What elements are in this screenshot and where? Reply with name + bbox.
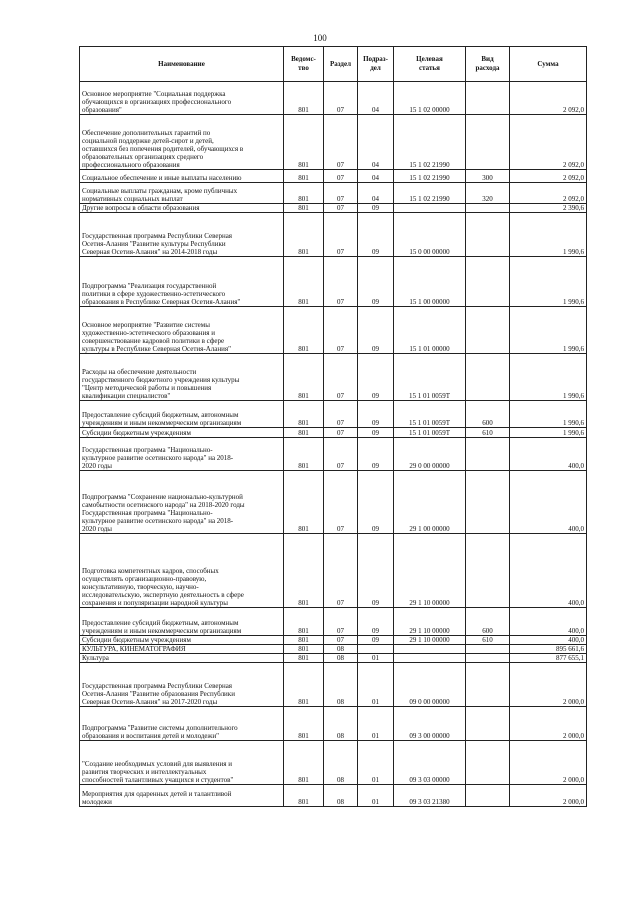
cell-razdel: 08	[324, 654, 358, 663]
cell-target: 15 1 01 0059Т	[394, 354, 466, 401]
cell-podrazdel	[358, 645, 394, 654]
cell-sum: 1 990,6	[510, 428, 587, 438]
cell-type: 320	[466, 183, 510, 204]
table-row	[80, 170, 587, 183]
cell-type	[466, 707, 510, 741]
table-row	[80, 115, 587, 170]
header-name: Наименование	[80, 47, 284, 82]
cell-type: 300	[466, 170, 510, 183]
cell-sum: 895 661,6	[510, 645, 587, 654]
cell-target: 15 1 02 21990	[394, 183, 466, 204]
cell-podrazdel: 09	[358, 534, 394, 608]
cell-target: 15 1 02 00000	[394, 82, 466, 115]
cell-podrazdel: 01	[358, 663, 394, 707]
table-row	[80, 307, 587, 354]
cell-sum: 2 000,0	[510, 707, 587, 741]
cell-target	[394, 204, 466, 213]
cell-type	[466, 785, 510, 807]
cell-sum: 2 390,6	[510, 204, 587, 213]
header-sum: Сумма	[510, 47, 587, 82]
cell-podrazdel: 09	[358, 428, 394, 438]
cell-name: Социальные выплаты гражданам, кроме публичных нормативных социальных выплат	[80, 183, 284, 204]
cell-podrazdel: 04	[358, 170, 394, 183]
cell-type	[466, 471, 510, 534]
table-row	[80, 785, 587, 807]
cell-podrazdel: 01	[358, 741, 394, 785]
cell-ved: 801	[284, 438, 324, 471]
cell-ved: 801	[284, 82, 324, 115]
cell-name: Основное мероприятие "Социальная поддержка обучающихся в организациях профессионального образования"	[80, 82, 284, 115]
cell-razdel: 07	[324, 204, 358, 213]
cell-type	[466, 663, 510, 707]
cell-target: 09 0 00 00000	[394, 663, 466, 707]
cell-sum: 400,0	[510, 534, 587, 608]
table-row	[80, 663, 587, 707]
cell-ved: 801	[284, 204, 324, 213]
cell-sum: 400,0	[510, 608, 587, 636]
cell-razdel: 07	[324, 307, 358, 354]
cell-podrazdel: 04	[358, 115, 394, 170]
cell-target: 15 1 01 0059Т	[394, 428, 466, 438]
page-number: 100	[313, 33, 327, 43]
cell-razdel: 08	[324, 663, 358, 707]
cell-razdel: 08	[324, 645, 358, 654]
cell-razdel: 07	[324, 354, 358, 401]
table-row	[80, 213, 587, 257]
cell-target: 15 1 01 0059Т	[394, 401, 466, 428]
budget-table	[79, 46, 587, 807]
cell-sum: 1 990,6	[510, 401, 587, 428]
cell-name: Подпрограмма "Развитие системы дополнительного образования и воспитания детей и молодежи"	[80, 707, 284, 741]
cell-sum: 1 990,6	[510, 213, 587, 257]
cell-name: Мероприятия для одаренных детей и талантливой молодежи	[80, 785, 284, 807]
cell-sum: 2 092,0	[510, 183, 587, 204]
table-row	[80, 183, 587, 204]
cell-podrazdel: 09	[358, 438, 394, 471]
cell-name: Подпрограмма "Реализация государственной политики в сфере художественно-эстетического образования в Республике Северная Осетия-Алания"	[80, 257, 284, 307]
cell-sum: 2 092,0	[510, 170, 587, 183]
cell-name: Государственная программа Республики Северная Осетия-Алания "Развитие культуры Республики Северная Осетия-Алания" на 2014-2018 годы	[80, 213, 284, 257]
cell-target: 29 1 10 00000	[394, 636, 466, 645]
header-razdel: Раздел	[324, 47, 358, 82]
cell-razdel: 07	[324, 257, 358, 307]
cell-podrazdel: 09	[358, 204, 394, 213]
cell-podrazdel: 09	[358, 213, 394, 257]
cell-target: 15 1 02 21990	[394, 115, 466, 170]
cell-name: Социальное обеспечение и иные выплаты населению	[80, 170, 284, 183]
cell-podrazdel: 09	[358, 354, 394, 401]
cell-type: 610	[466, 428, 510, 438]
cell-name: Предоставление субсидий бюджетным, автономным учреждениям и иным некоммерческим организациям	[80, 401, 284, 428]
cell-type	[466, 354, 510, 401]
header-ved: Ведомс- тво	[284, 47, 324, 82]
cell-podrazdel: 04	[358, 183, 394, 204]
table-row	[80, 608, 587, 636]
cell-ved: 801	[284, 354, 324, 401]
cell-ved: 801	[284, 636, 324, 645]
cell-razdel: 07	[324, 534, 358, 608]
cell-ved: 801	[284, 654, 324, 663]
cell-podrazdel: 01	[358, 654, 394, 663]
cell-sum: 1 990,6	[510, 307, 587, 354]
cell-name: Субсидии бюджетным учреждениям	[80, 636, 284, 645]
table-row	[80, 438, 587, 471]
cell-razdel: 07	[324, 401, 358, 428]
cell-razdel: 07	[324, 183, 358, 204]
cell-name: Подпрограмма "Сохранение национально-культурной самобытности осетинского народа" на 2018-2020 годы Государственная программа "Национально- культурное развитие осетинского народа" на 2018- 2020 годы	[80, 471, 284, 534]
cell-target: 15 1 01 00000	[394, 307, 466, 354]
cell-target: 15 1 02 21990	[394, 170, 466, 183]
cell-ved: 801	[284, 608, 324, 636]
cell-ved: 801	[284, 785, 324, 807]
cell-target	[394, 654, 466, 663]
cell-ved: 801	[284, 471, 324, 534]
cell-name: Культура	[80, 654, 284, 663]
cell-razdel: 08	[324, 707, 358, 741]
cell-type: 600	[466, 401, 510, 428]
cell-type	[466, 534, 510, 608]
cell-target: 09 3 03 00000	[394, 741, 466, 785]
cell-sum: 2 092,0	[510, 82, 587, 115]
table-row	[80, 82, 587, 115]
cell-podrazdel: 01	[358, 785, 394, 807]
cell-podrazdel: 09	[358, 307, 394, 354]
cell-ved: 801	[284, 183, 324, 204]
cell-sum: 2 092,0	[510, 115, 587, 170]
cell-ved: 801	[284, 534, 324, 608]
table-row	[80, 428, 587, 438]
cell-target: 15 0 00 00000	[394, 213, 466, 257]
cell-name: Предоставление субсидий бюджетным, автономным учреждениям и иным некоммерческим организациям	[80, 608, 284, 636]
table-row	[80, 354, 587, 401]
table-row	[80, 471, 587, 534]
cell-name: Подготовка компетентных кадров, способных осуществлять организационно-правовую, консультативную, творческую, научно- исследовательскую, экспертную деятельность в сфере сохранения и популяризации народной культуры	[80, 534, 284, 608]
cell-razdel: 08	[324, 785, 358, 807]
cell-razdel: 07	[324, 213, 358, 257]
cell-ved: 801	[284, 213, 324, 257]
cell-name: Государственная программа Республики Северная Осетия-Алания "Развитие образования Республики Северная Осетия-Алания" на 2017-2020 годы	[80, 663, 284, 707]
cell-sum: 2 000,0	[510, 785, 587, 807]
cell-podrazdel: 09	[358, 636, 394, 645]
cell-ved: 801	[284, 741, 324, 785]
cell-sum: 1 990,6	[510, 257, 587, 307]
cell-type: 610	[466, 636, 510, 645]
cell-name: Субсидии бюджетным учреждениям	[80, 428, 284, 438]
cell-razdel: 08	[324, 741, 358, 785]
cell-type	[466, 82, 510, 115]
cell-target: 29 1 10 00000	[394, 608, 466, 636]
cell-ved: 801	[284, 645, 324, 654]
cell-razdel: 07	[324, 82, 358, 115]
cell-target: 09 3 03 21380	[394, 785, 466, 807]
cell-ved: 801	[284, 170, 324, 183]
cell-razdel: 07	[324, 115, 358, 170]
cell-ved: 801	[284, 663, 324, 707]
cell-sum: 2 000,0	[510, 663, 587, 707]
cell-type	[466, 204, 510, 213]
cell-ved: 801	[284, 428, 324, 438]
table-row	[80, 741, 587, 785]
cell-sum: 400,0	[510, 438, 587, 471]
cell-target: 29 1 10 00000	[394, 534, 466, 608]
cell-type	[466, 654, 510, 663]
cell-ved: 801	[284, 707, 324, 741]
cell-razdel: 07	[324, 471, 358, 534]
cell-ved: 801	[284, 401, 324, 428]
cell-target: 29 0 00 00000	[394, 438, 466, 471]
cell-target	[394, 645, 466, 654]
table-body	[80, 82, 587, 807]
header-podrazdel: Подраз- дел	[358, 47, 394, 82]
cell-target: 15 1 00 00000	[394, 257, 466, 307]
cell-sum: 400,0	[510, 471, 587, 534]
table-row	[80, 401, 587, 428]
cell-name: Основное мероприятие "Развитие системы художественно-эстетического образования и совершенствование кадровой политики в сфере культуры в Республике Северная Осетия-Алания"	[80, 307, 284, 354]
cell-name: КУЛЬТУРА, КИНЕМАТОГРАФИЯ	[80, 645, 284, 654]
cell-type	[466, 438, 510, 471]
cell-name: Государственная программа "Национально- культурное развитие осетинского народа" на 2018- 2020 годы	[80, 438, 284, 471]
cell-podrazdel: 01	[358, 707, 394, 741]
table-row	[80, 257, 587, 307]
cell-type: 600	[466, 608, 510, 636]
cell-podrazdel: 09	[358, 257, 394, 307]
cell-name: "Создание необходимых условий для выявления и развития творческих и интеллектуальных способностей талантливых учащихся и студентов"	[80, 741, 284, 785]
cell-type	[466, 257, 510, 307]
header-target: Целевая статья	[394, 47, 466, 82]
cell-podrazdel: 09	[358, 471, 394, 534]
cell-razdel: 07	[324, 608, 358, 636]
cell-razdel: 07	[324, 438, 358, 471]
cell-ved: 801	[284, 257, 324, 307]
cell-ved: 801	[284, 307, 324, 354]
table-row	[80, 204, 587, 213]
cell-type	[466, 307, 510, 354]
cell-sum: 400,0	[510, 636, 587, 645]
header-type: Вид расхода	[466, 47, 510, 82]
cell-razdel: 07	[324, 428, 358, 438]
table-row	[80, 636, 587, 645]
cell-type	[466, 645, 510, 654]
cell-razdel: 07	[324, 636, 358, 645]
cell-podrazdel: 09	[358, 401, 394, 428]
cell-name: Расходы на обеспечение деятельности государственного бюджетного учреждения культуры "Центр методической работы и повышения квалификации специалистов"	[80, 354, 284, 401]
table-row	[80, 645, 587, 654]
cell-type	[466, 115, 510, 170]
cell-type	[466, 213, 510, 257]
cell-name: Другие вопросы в области образования	[80, 204, 284, 213]
cell-sum: 877 655,1	[510, 654, 587, 663]
cell-type	[466, 741, 510, 785]
table-row	[80, 654, 587, 663]
cell-target: 29 1 00 00000	[394, 471, 466, 534]
cell-podrazdel: 04	[358, 82, 394, 115]
cell-target: 09 3 00 00000	[394, 707, 466, 741]
cell-podrazdel: 09	[358, 608, 394, 636]
table-row	[80, 534, 587, 608]
table-header-row	[80, 47, 587, 82]
cell-ved: 801	[284, 115, 324, 170]
table-row	[80, 707, 587, 741]
cell-name: Обеспечение дополнительных гарантий по социальной поддержке детей-сирот и детей, оставшихся без попечения родителей, обучающихся в образовательных организациях среднего профессионального образования	[80, 115, 284, 170]
cell-sum: 2 000,0	[510, 741, 587, 785]
cell-sum: 1 990,6	[510, 354, 587, 401]
cell-razdel: 07	[324, 170, 358, 183]
